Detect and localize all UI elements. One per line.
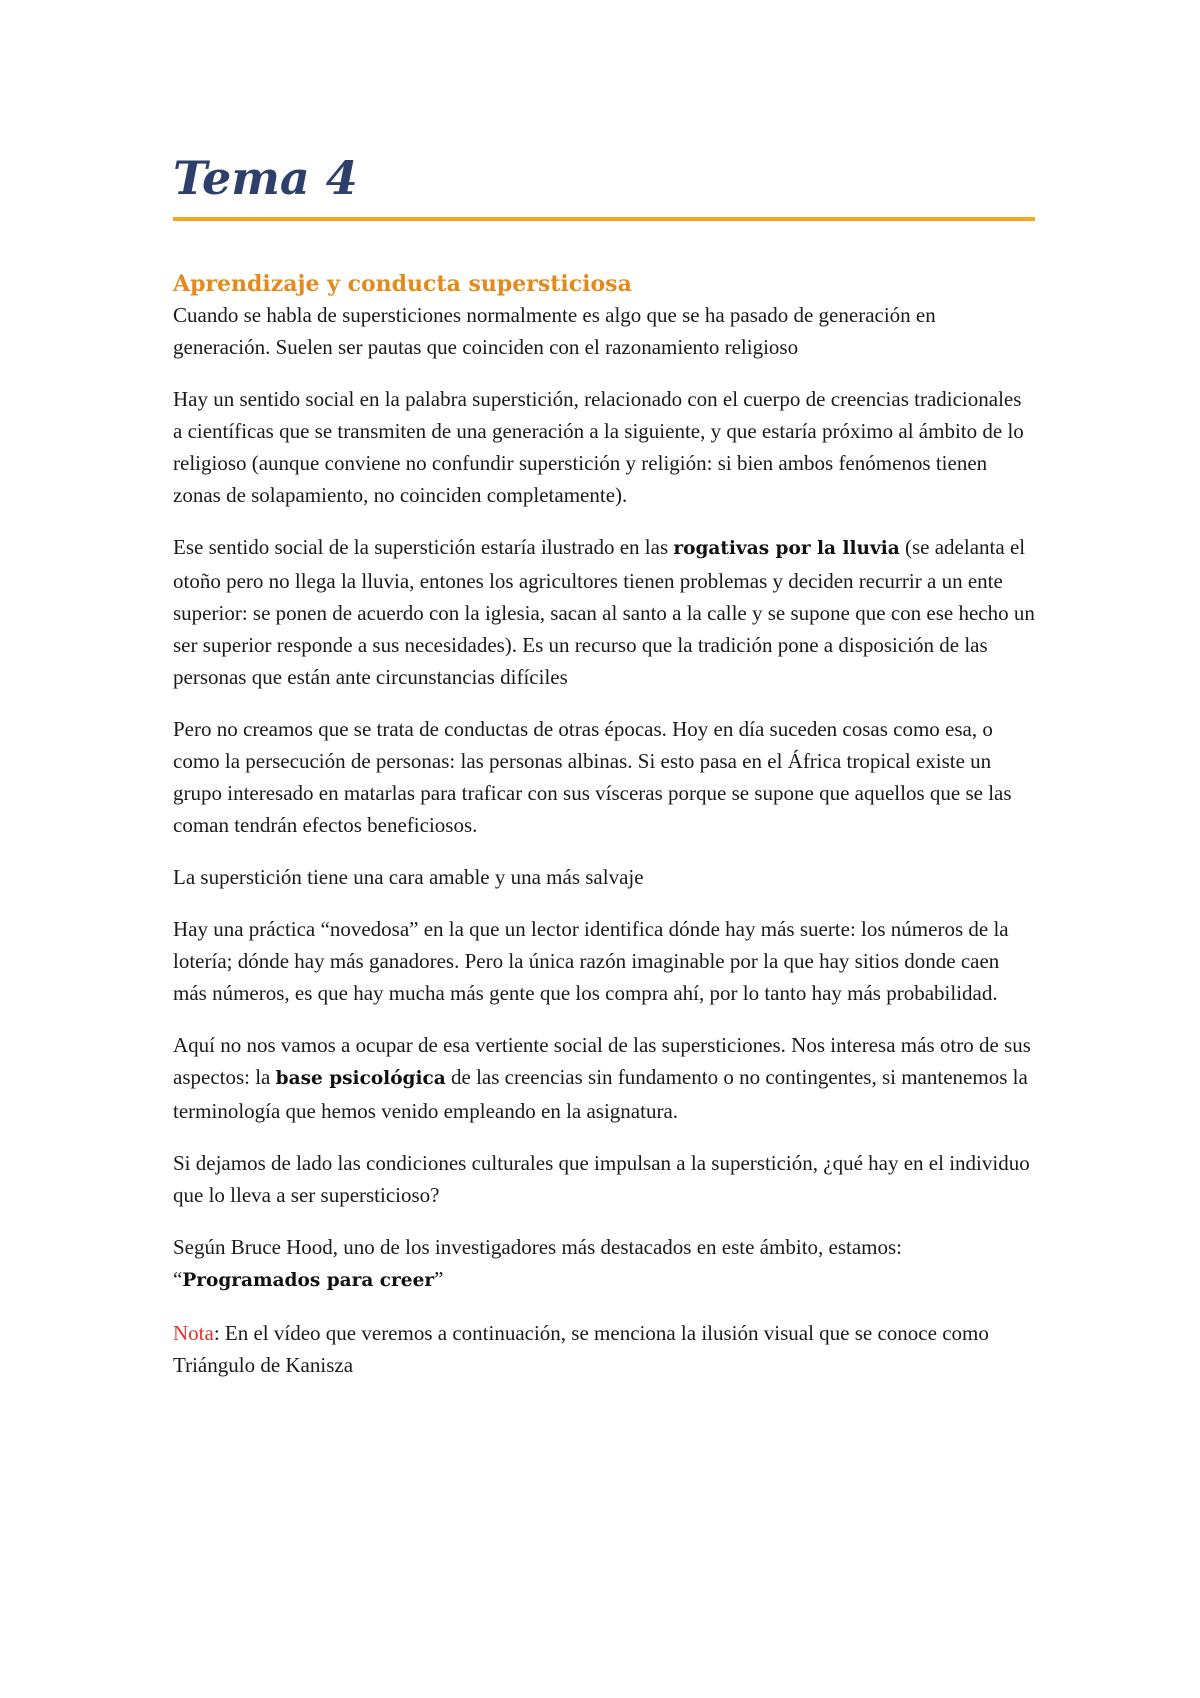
paragraph-note (173, 1317, 1035, 1381)
note-label: Nota (173, 1321, 214, 1345)
paragraph-text: Aquí no nos vamos a ocupar de esa vertiente social de las supersticiones. Nos interesa más otro de sus aspectos: la (173, 1033, 1031, 1089)
bold-term-base-psicologica: base psicológica (275, 1068, 446, 1089)
section-heading: Aprendizaje y conducta supersticiosa (173, 271, 632, 297)
paragraph-lottery: Hay una práctica “novedosa” en la que un lector identifica dónde hay más suerte: los números de la lotería; dónde hay más ganadores. Pero la única razón imaginable por la que hay sitios donde caen más números, es que hay mucha más gente que los compra ahí, por lo tanto hay más probabilidad. (173, 917, 1009, 1005)
paragraph-rogativas (173, 531, 1035, 693)
paragraph-text: ” (434, 1267, 444, 1291)
paragraph-intro: Cuando se habla de supersticiones normalmente es algo que se ha pasado de generación en generación. Suelen ser pautas que coinciden con el razonamiento religioso (173, 303, 936, 359)
paragraph-text: Ese sentido social de la superstición estaría ilustrado en las (173, 535, 674, 559)
bold-term-rogativas: rogativas por la lluvia (673, 538, 900, 559)
paragraph-text: Según Bruce Hood, uno de los investigadores más destacados en este ámbito, estamos: “ (173, 1235, 903, 1291)
title-underline-rule (173, 217, 1035, 221)
paragraph-text: (se adelanta el otoño pero no llega la lluvia, entones los agricultores tienen problemas y deciden recurrir a un ente superior: se ponen de acuerdo con la iglesia, sacan al santo a la calle y se supone que con ese hecho un ser superior responde a sus necesidades). Es un recurso que la tradición pone a disposición de las personas que están ante circunstancias difíciles (173, 535, 1035, 689)
paragraph-bruce-hood (173, 1231, 1035, 1297)
paragraph-social-sense: Hay un sentido social en la palabra superstición, relacionado con el cuerpo de creencias tradicionales a científicas que se transmiten de una generación a la siguiente, y que estaría próximo al ámbito de lo religioso (aunque conviene no confundir superstición y religión: si bien ambos fenómenos tienen zonas de solapamiento, no coinciden completamente). (173, 387, 1024, 507)
paragraph-psychological-base (173, 1029, 1035, 1127)
paragraph-two-faces: La superstición tiene una cara amable y una más salvaje (173, 865, 644, 889)
document-page (173, 150, 1035, 1401)
paragraph-question: Si dejamos de lado las condiciones culturales que impulsan a la superstición, ¿qué hay en el individuo que lo lleva a ser supersticioso? (173, 1151, 1030, 1207)
page-title: Tema 4 (173, 151, 358, 205)
paragraph-text: de las creencias sin fundamento o no contingentes, si mantenemos la terminología que hemos venido empleando en la asignatura. (173, 1065, 1028, 1123)
paragraph-modern-cases: Pero no creamos que se trata de conductas de otras épocas. Hoy en día suceden cosas como esa, o como la persecución de personas: las personas albinas. Si esto pasa en el África tropical existe un grupo interesado en matarlas para traficar con sus vísceras porque se supone que aquellos que se las coman tendrán efectos beneficiosos. (173, 717, 1012, 837)
note-text: : En el vídeo que veremos a continuación, se menciona la ilusión visual que se conoce como Triángulo de Kanisza (173, 1321, 989, 1377)
bold-term-programados: Programados para creer (182, 1270, 435, 1291)
